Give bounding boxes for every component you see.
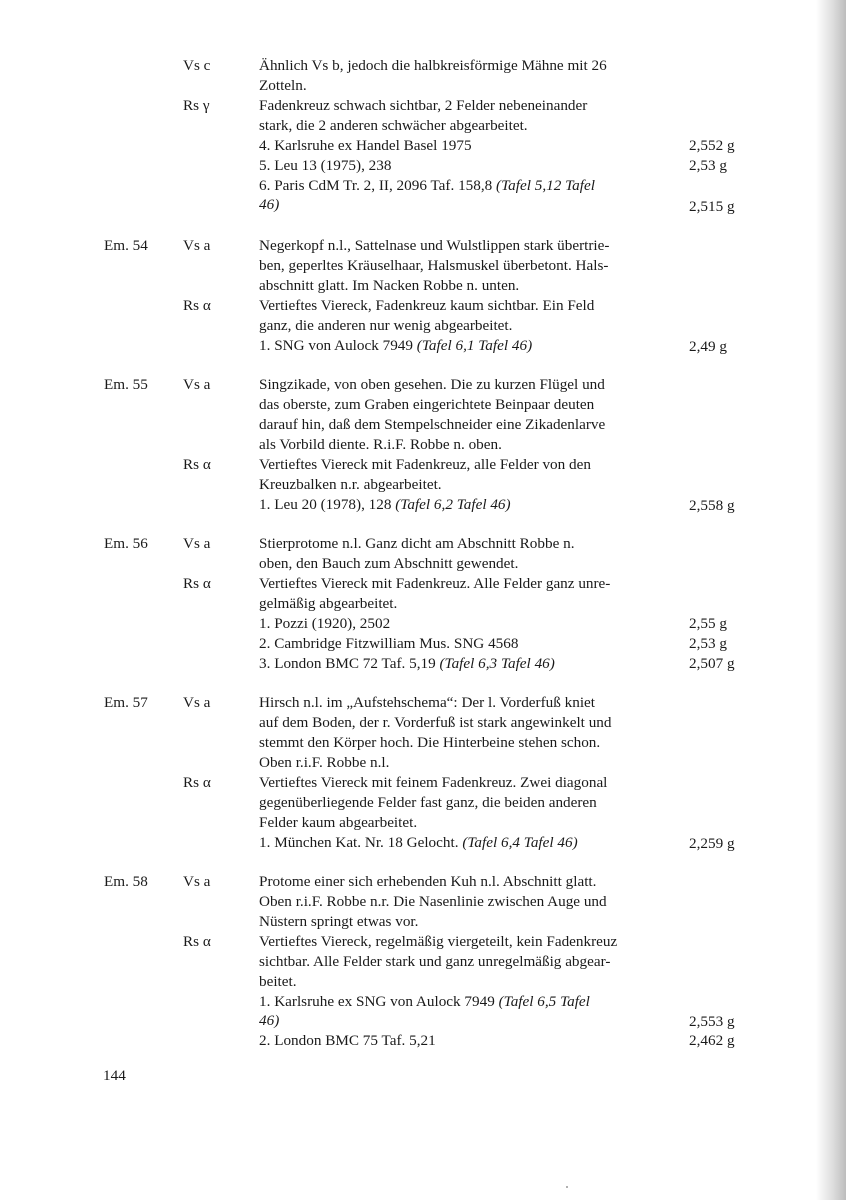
weight-value: 2,55 g <box>689 615 727 632</box>
description-line: Zotteln. <box>259 77 307 94</box>
specimen-text: 1. Karlsruhe ex SNG von Aulock 7949 <box>259 993 499 1010</box>
description-line: Protome einer sich erhebenden Kuh n.l. Abschnitt glatt. <box>259 873 597 890</box>
specimen-line: 2. Cambridge Fitzwilliam Mus. SNG 4568 <box>259 635 519 652</box>
description-line: Vertieftes Viereck mit feinem Fadenkreuz. Zwei diagonal <box>259 774 608 791</box>
description-line: auf dem Boden, der r. Vorderfuß ist stark angewinkelt und <box>259 714 612 731</box>
weight-value: 2,462 g <box>689 1032 735 1049</box>
description-line: Singzikade, von oben gesehen. Die zu kurzen Flügel und <box>259 376 605 393</box>
side-label-rs-alpha: Rs α <box>183 575 211 592</box>
specimen-line: 5. Leu 13 (1975), 238 <box>259 157 392 174</box>
description-line: Fadenkreuz schwach sichtbar, 2 Felder nebeneinander <box>259 97 588 114</box>
plate-reference: (Tafel 6,5 Tafel <box>498 993 590 1010</box>
description-line: Stierprotome n.l. Ganz dicht am Abschnitt Robbe n. <box>259 535 575 552</box>
side-label-rs-alpha: Rs α <box>183 774 211 791</box>
weight-value: 2,515 g <box>689 198 735 215</box>
description-line: Vertieftes Viereck, regelmäßig viergeteilt, kein Fadenkreuz <box>259 933 618 950</box>
specimen-line <box>259 992 590 1012</box>
description-line: Vertieftes Viereck mit Fadenkreuz, alle Felder von den <box>259 456 591 473</box>
scan-speck <box>566 1186 568 1188</box>
specimen-line <box>259 833 578 853</box>
specimen-line <box>259 336 532 356</box>
weight-value: 2,259 g <box>689 835 735 852</box>
plate-reference: (Tafel 6,3 Tafel 46) <box>439 655 555 672</box>
page-edge-shadow <box>816 0 846 1200</box>
side-label-vs-a: Vs a <box>183 237 211 254</box>
side-label-vs-a: Vs a <box>183 535 211 552</box>
specimen-text: 1. SNG von Aulock 7949 <box>259 337 417 354</box>
weight-value: 2,553 g <box>689 1013 735 1030</box>
side-label-vs-a: Vs a <box>183 873 211 890</box>
specimen-line <box>259 495 511 515</box>
weight-value: 2,53 g <box>689 157 727 174</box>
description-line: als Vorbild diente. R.i.F. Robbe n. oben. <box>259 436 502 453</box>
plate-reference: 46) <box>259 196 280 213</box>
description-line: das oberste, zum Graben eingerichtete Beinpaar deuten <box>259 396 595 413</box>
weight-value: 2,552 g <box>689 137 735 154</box>
description-line: Kreuzbalken n.r. abgearbeitet. <box>259 476 442 493</box>
description-line: Vertieftes Viereck mit Fadenkreuz. Alle Felder ganz unre- <box>259 575 611 592</box>
description-line: gegenüberliegende Felder fast ganz, die beiden anderen <box>259 794 597 811</box>
specimen-text: 3. London BMC 72 Taf. 5,19 <box>259 655 440 672</box>
plate-reference: (Tafel 6,1 Tafel 46) <box>416 337 533 354</box>
side-label-rs-gamma: Rs γ <box>183 97 210 114</box>
description-line: Felder kaum abgearbeitet. <box>259 814 418 831</box>
description-line: Negerkopf n.l., Sattelnase und Wulstlippen stark übertrie- <box>259 237 610 254</box>
weight-value: 2,53 g <box>689 635 727 652</box>
description-line: stemmt den Körper hoch. Die Hinterbeine stehen schon. <box>259 734 601 751</box>
side-label-vs-a: Vs a <box>183 376 211 393</box>
plate-reference: (Tafel 5,12 Tafel <box>496 177 595 194</box>
description-line: ganz, die anderen nur wenig abgearbeitet. <box>259 317 513 334</box>
specimen-line: 4. Karlsruhe ex Handel Basel 1975 <box>259 137 472 154</box>
specimen-line: 2. London BMC 75 Taf. 5,21 <box>259 1032 436 1049</box>
weight-value: 2,558 g <box>689 497 735 514</box>
description-line: gelmäßig abgearbeitet. <box>259 595 398 612</box>
emission-label: Em. 57 <box>104 694 148 711</box>
description-line: sichtbar. Alle Felder stark und ganz unregelmäßig abgear- <box>259 953 611 970</box>
side-label-vs-c: Vs c <box>183 57 211 74</box>
plate-reference: (Tafel 6,4 Tafel 46) <box>462 834 578 851</box>
weight-value: 2,507 g <box>689 655 735 672</box>
specimen-text: 1. Leu 20 (1978), 128 <box>259 496 396 513</box>
emission-label: Em. 55 <box>104 376 148 393</box>
specimen-text: 6. Paris CdM Tr. 2, II, 2096 Taf. 158,8 <box>259 177 497 194</box>
description-line: darauf hin, daß dem Stempelschneider eine Zikadenlarve <box>259 416 606 433</box>
side-label-rs-alpha: Rs α <box>183 456 211 473</box>
description-line: ben, geperltes Kräuselhaar, Halsmuskel überbetont. Hals- <box>259 257 609 274</box>
description-line: Oben r.i.F. Robbe n.l. <box>259 754 390 771</box>
specimen-line <box>259 176 595 196</box>
weight-value: 2,49 g <box>689 338 727 355</box>
plate-reference: 46) <box>259 1012 280 1029</box>
specimen-line: 1. Pozzi (1920), 2502 <box>259 615 391 632</box>
emission-label: Em. 54 <box>104 237 148 254</box>
specimen-text: 1. München Kat. Nr. 18 Gelocht. <box>259 834 463 851</box>
plate-reference: (Tafel 6,2 Tafel 46) <box>395 496 511 513</box>
description-line: stark, die 2 anderen schwächer abgearbeitet. <box>259 117 528 134</box>
description-line: Hirsch n.l. im „Aufstehschema“: Der l. Vorderfuß kniet <box>259 694 596 711</box>
side-label-rs-alpha: Rs α <box>183 297 211 314</box>
description-line: abschnitt glatt. Im Nacken Robbe n. unten. <box>259 277 520 294</box>
emission-label: Em. 58 <box>104 873 148 890</box>
specimen-line <box>259 654 555 674</box>
description-line: beitet. <box>259 973 297 990</box>
description-line: Vertieftes Viereck, Fadenkreuz kaum sichtbar. Ein Feld <box>259 297 595 314</box>
description-line: Nüstern springt etwas vor. <box>259 913 419 930</box>
page-number: 144 <box>103 1067 126 1084</box>
side-label-vs-a: Vs a <box>183 694 211 711</box>
emission-label: Em. 56 <box>104 535 148 552</box>
side-label-rs-alpha: Rs α <box>183 933 211 950</box>
description-line: Oben r.i.F. Robbe n.r. Die Nasenlinie zwischen Auge und <box>259 893 607 910</box>
description-line: Ähnlich Vs b, jedoch die halbkreisförmige Mähne mit 26 <box>259 57 607 74</box>
description-line: oben, den Bauch zum Abschnitt gewendet. <box>259 555 519 572</box>
